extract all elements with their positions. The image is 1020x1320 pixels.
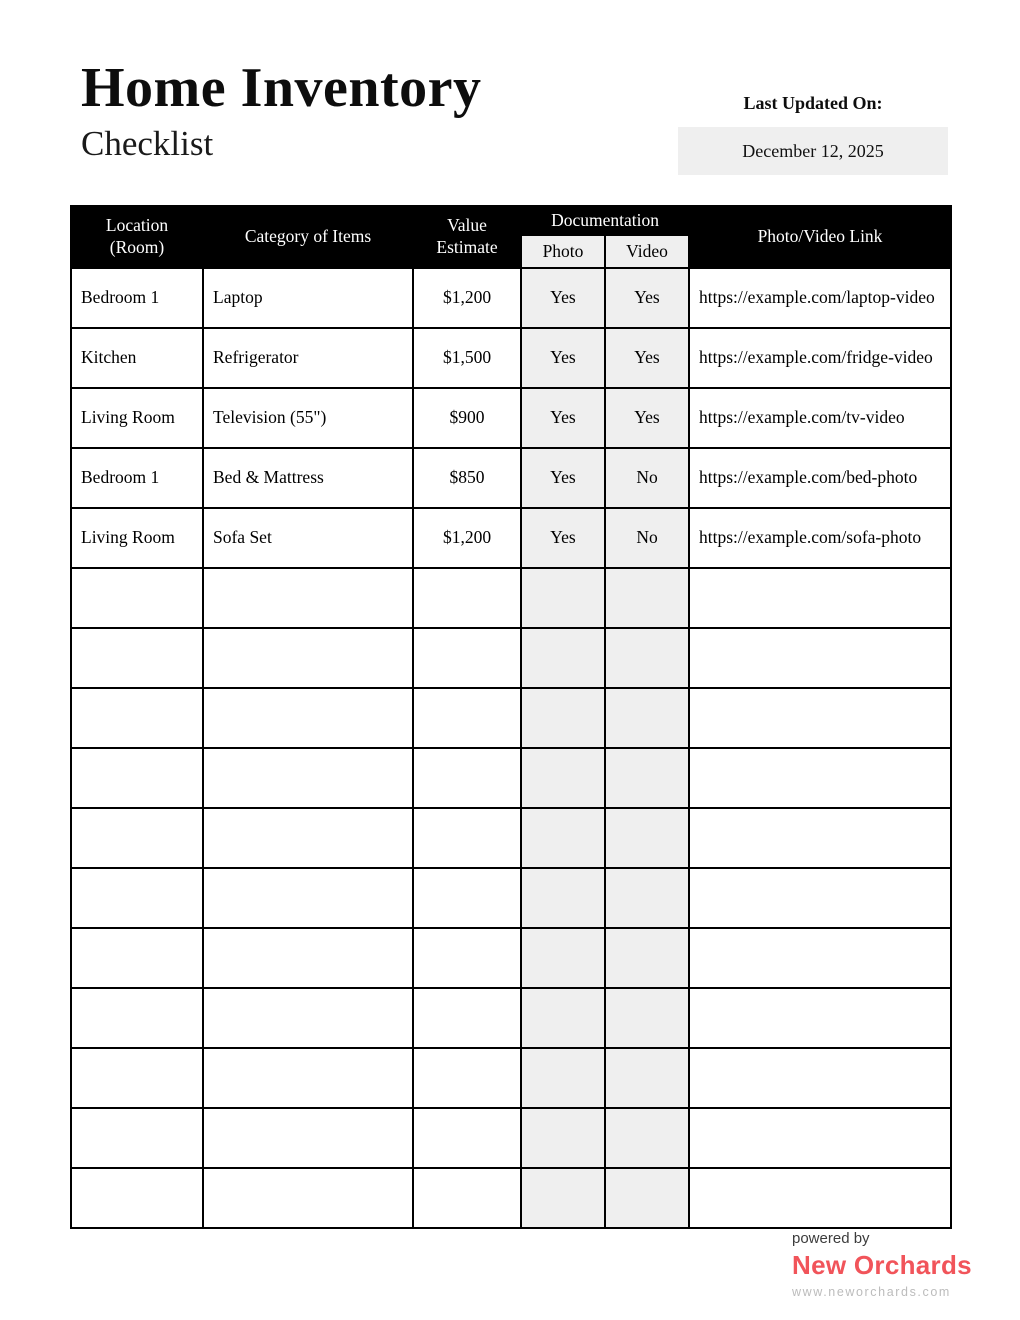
empty-cell <box>203 808 413 868</box>
cell-link[interactable]: https://example.com/laptop-video <box>689 268 951 328</box>
empty-row <box>71 628 951 688</box>
powered-by-text: powered by <box>792 1230 870 1247</box>
cell-photo: Yes <box>521 388 605 448</box>
col-header-value-line1: Value <box>447 215 487 236</box>
empty-cell <box>689 568 951 628</box>
empty-cell <box>605 748 689 808</box>
empty-row <box>71 1168 951 1228</box>
cell-photo: Yes <box>521 328 605 388</box>
empty-cell <box>521 1048 605 1108</box>
empty-row <box>71 748 951 808</box>
empty-cell <box>71 628 203 688</box>
table-row <box>71 448 951 508</box>
cell-location: Bedroom 1 <box>71 268 203 328</box>
empty-cell <box>521 688 605 748</box>
col-header-category: Category of Items <box>203 206 413 268</box>
cell-value: $850 <box>413 448 521 508</box>
col-header-video: Video <box>605 235 689 268</box>
col-header-value-line2: Estimate <box>436 237 498 257</box>
empty-cell <box>605 808 689 868</box>
empty-cell <box>605 868 689 928</box>
col-header-location <box>71 206 203 268</box>
empty-cell <box>689 1108 951 1168</box>
empty-cell <box>71 1108 203 1168</box>
cell-value: $1,200 <box>413 508 521 568</box>
empty-row <box>71 868 951 928</box>
table-row <box>71 508 951 568</box>
cell-location: Kitchen <box>71 328 203 388</box>
empty-cell <box>689 688 951 748</box>
empty-cell <box>521 928 605 988</box>
empty-cell <box>413 688 521 748</box>
empty-cell <box>689 628 951 688</box>
cell-value: $1,200 <box>413 268 521 328</box>
cell-link[interactable]: https://example.com/sofa-photo <box>689 508 951 568</box>
header-row-top <box>71 206 951 235</box>
empty-cell <box>203 628 413 688</box>
cell-photo: Yes <box>521 448 605 508</box>
empty-cell <box>605 568 689 628</box>
empty-cell <box>605 988 689 1048</box>
empty-row <box>71 688 951 748</box>
empty-cell <box>413 1108 521 1168</box>
empty-cell <box>203 688 413 748</box>
empty-cell <box>71 868 203 928</box>
cell-video: Yes <box>605 268 689 328</box>
empty-cell <box>203 868 413 928</box>
empty-cell <box>71 808 203 868</box>
last-updated-field[interactable] <box>678 127 948 175</box>
inventory-table-wrap <box>70 205 950 1229</box>
empty-cell <box>71 748 203 808</box>
empty-cell <box>203 1168 413 1228</box>
empty-cell <box>521 868 605 928</box>
empty-cell <box>71 688 203 748</box>
empty-cell <box>413 1168 521 1228</box>
inventory-table-body <box>71 268 951 1228</box>
empty-cell <box>413 808 521 868</box>
empty-row <box>71 1108 951 1168</box>
cell-location: Living Room <box>71 388 203 448</box>
cell-photo: Yes <box>521 268 605 328</box>
cell-category: Refrigerator <box>203 328 413 388</box>
cell-location: Bedroom 1 <box>71 448 203 508</box>
empty-cell <box>71 1168 203 1228</box>
empty-cell <box>71 568 203 628</box>
cell-category: Television (55") <box>203 388 413 448</box>
col-header-location-line1: Location <box>105 215 169 236</box>
col-header-value <box>413 206 521 268</box>
empty-cell <box>689 1048 951 1108</box>
cell-photo: Yes <box>521 508 605 568</box>
empty-cell <box>521 748 605 808</box>
table-row <box>71 268 951 328</box>
empty-row <box>71 988 951 1048</box>
empty-cell <box>413 988 521 1048</box>
empty-row <box>71 568 951 628</box>
empty-cell <box>203 1108 413 1168</box>
empty-row <box>71 928 951 988</box>
empty-cell <box>203 748 413 808</box>
empty-cell <box>521 1168 605 1228</box>
empty-cell <box>689 808 951 868</box>
empty-row <box>71 1048 951 1108</box>
cell-category: Bed & Mattress <box>203 448 413 508</box>
empty-cell <box>689 1168 951 1228</box>
empty-cell <box>521 568 605 628</box>
empty-cell <box>203 1048 413 1108</box>
empty-cell <box>413 1048 521 1108</box>
empty-cell <box>521 628 605 688</box>
inventory-table <box>70 205 952 1229</box>
cell-video: Yes <box>605 328 689 388</box>
empty-cell <box>203 568 413 628</box>
cell-link[interactable]: https://example.com/tv-video <box>689 388 951 448</box>
last-updated-block <box>678 93 948 175</box>
page-title: Home Inventory <box>81 57 482 119</box>
empty-cell <box>203 928 413 988</box>
empty-cell <box>605 1168 689 1228</box>
empty-cell <box>413 868 521 928</box>
last-updated-value: December 12, 2025 <box>742 140 884 161</box>
col-header-photo: Photo <box>521 235 605 268</box>
empty-cell <box>689 748 951 808</box>
col-header-location-line2: (Room) <box>109 237 165 257</box>
empty-cell <box>605 628 689 688</box>
empty-cell <box>413 568 521 628</box>
empty-cell <box>521 808 605 868</box>
cell-location: Living Room <box>71 508 203 568</box>
empty-row <box>71 808 951 868</box>
empty-cell <box>203 988 413 1048</box>
empty-cell <box>689 928 951 988</box>
empty-cell <box>413 628 521 688</box>
empty-cell <box>605 1048 689 1108</box>
empty-cell <box>605 1108 689 1168</box>
table-row <box>71 388 951 448</box>
brand-logo-text: New Orchards <box>792 1250 972 1280</box>
cell-video: Yes <box>605 388 689 448</box>
cell-category: Laptop <box>203 268 413 328</box>
empty-cell <box>521 1108 605 1168</box>
cell-value: $1,500 <box>413 328 521 388</box>
empty-cell <box>413 928 521 988</box>
cell-video: No <box>605 508 689 568</box>
last-updated-label: Last Updated On: <box>743 93 883 113</box>
inventory-table-header <box>71 206 951 268</box>
col-header-link: Photo/Video Link <box>689 206 951 268</box>
brand-url: www.neworchards.com <box>792 1285 951 1299</box>
empty-cell <box>71 988 203 1048</box>
cell-video: No <box>605 448 689 508</box>
cell-category: Sofa Set <box>203 508 413 568</box>
empty-cell <box>689 868 951 928</box>
empty-cell <box>413 748 521 808</box>
cell-link[interactable]: https://example.com/fridge-video <box>689 328 951 388</box>
table-row <box>71 328 951 388</box>
empty-cell <box>605 688 689 748</box>
empty-cell <box>521 988 605 1048</box>
empty-cell <box>71 928 203 988</box>
footer-branding <box>792 1230 972 1299</box>
empty-cell <box>71 1048 203 1108</box>
col-header-documentation: Documentation <box>521 206 689 235</box>
empty-cell <box>605 928 689 988</box>
empty-cell <box>689 988 951 1048</box>
cell-value: $900 <box>413 388 521 448</box>
page-subtitle: Checklist <box>81 123 214 163</box>
title-block <box>81 58 482 164</box>
cell-link[interactable]: https://example.com/bed-photo <box>689 448 951 508</box>
